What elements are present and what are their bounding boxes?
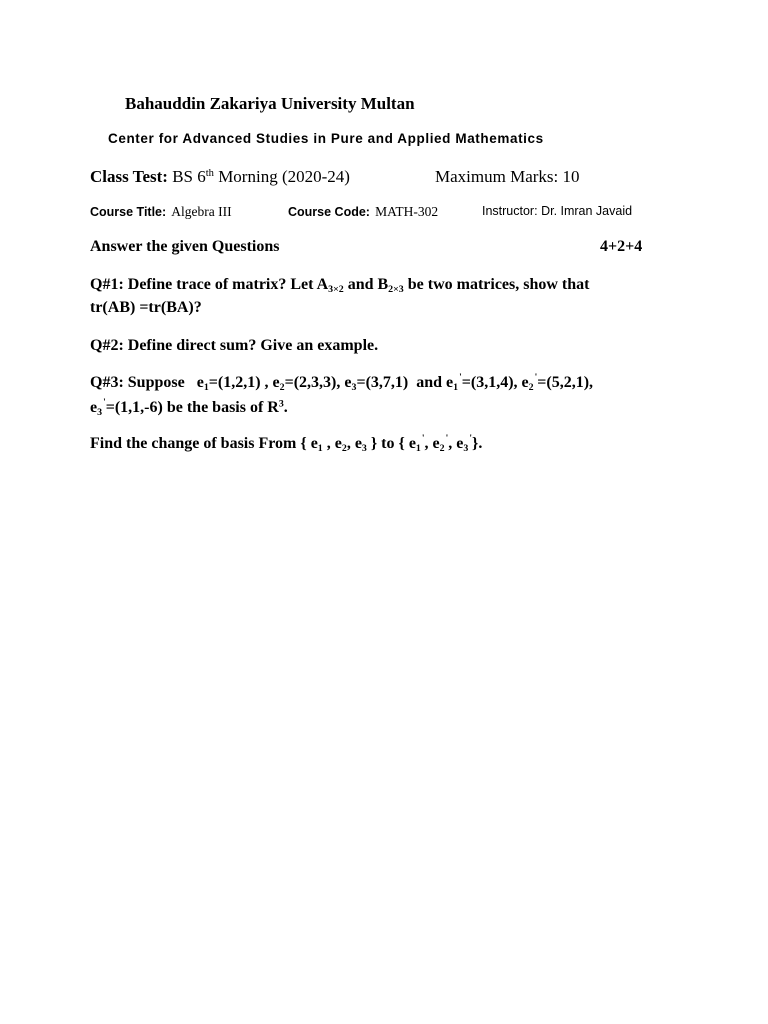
class-test-label: Class Test: — [90, 167, 168, 186]
instructor-value: Dr. Imran Javaid — [541, 204, 633, 218]
marks-split: 4+2+4 — [600, 238, 643, 255]
question-3-line-2: $e_3'=(1,1,-6)$ be the basis of $R^3$. — [90, 396, 288, 419]
maximum-marks: Maximum Marks: 10 — [435, 167, 580, 186]
question-2: Q#2: Define direct sum? Give an example. — [90, 337, 379, 354]
instructor-label: Instructor: — [482, 204, 538, 218]
university-name: Bahauddin Zakariya University Multan — [125, 94, 415, 113]
instructions: Answer the given Questions — [90, 238, 280, 255]
course-title-label: Course Title: — [90, 205, 167, 219]
question-1-line-2: tr(AB) =tr(BA)? — [90, 299, 202, 316]
question-1: Q#1: Define trace of matrix? Let $A_{3\times 2}$ and $B_{2\times 3}$ be two matrices, show that — [90, 276, 590, 296]
question-3-find: Find the change of basis From { $e_1$ , $e_2$, $e_3$ } to { $e_1'$, $e_2'$, $e_3'$}. — [90, 432, 483, 455]
course-code-label: Course Code: — [288, 205, 370, 219]
question-3: Q#3: Suppose $e_1=(1,2,1)$ , $e_2=(2,3,3)$, $e_3=(3,7,1)$ and $e_1'=(3,1,4)$, $e_2'=(5,2,1)$, — [90, 371, 594, 394]
course-code — [288, 204, 438, 220]
class-test-value: BS 6th Morning (2020-24) — [172, 167, 350, 186]
course-title-value: Algebra III — [171, 204, 232, 219]
course-title — [90, 204, 232, 220]
course-code-value: MATH-302 — [375, 204, 439, 219]
class-test-line — [90, 167, 350, 187]
center-name: Center for Advanced Studies in Pure and Applied Mathematics — [108, 131, 544, 146]
instructor — [482, 204, 632, 218]
